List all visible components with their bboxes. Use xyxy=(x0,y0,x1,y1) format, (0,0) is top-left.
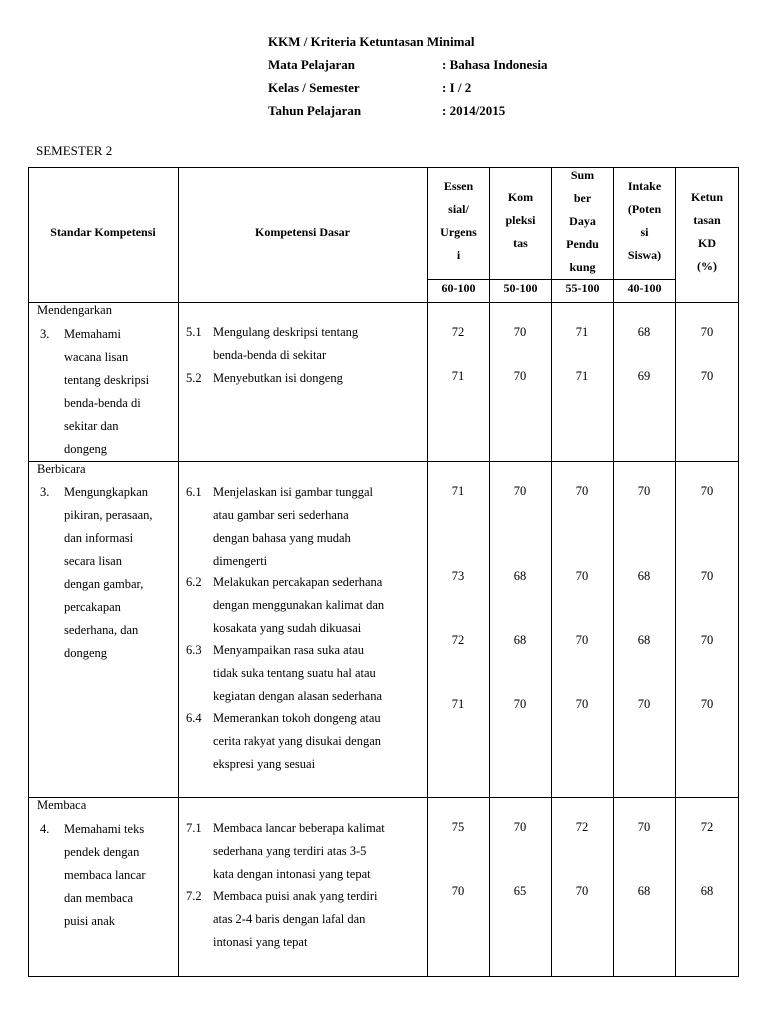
value-cell: 70 xyxy=(700,697,714,711)
value-cell: 68 xyxy=(513,569,527,583)
value-cell: 70 xyxy=(513,369,527,383)
document-title: KKM / Kriteria Ketuntasan Minimal xyxy=(268,34,475,49)
value-cell: 71 xyxy=(575,325,589,339)
col-standar-kompetensi: Standar Kompetensi xyxy=(50,225,156,239)
value-cell: 65 xyxy=(513,884,527,898)
value-cell: 72 xyxy=(451,633,465,647)
field-mata-pelajaran: Mata Pelajaran : Bahasa Indonesia xyxy=(268,57,548,72)
category-mendengarkan: Mendengarkan xyxy=(37,303,112,317)
value-cell: 70 xyxy=(451,884,465,898)
value-cell: 70 xyxy=(575,633,589,647)
value-cell: 70 xyxy=(513,484,527,498)
value-cell: 71 xyxy=(451,369,465,383)
value-cell: 71 xyxy=(451,484,465,498)
value-cell: 70 xyxy=(637,820,651,834)
value-cell: 75 xyxy=(451,820,465,834)
value-cell: 70 xyxy=(637,484,651,498)
value-cell: 72 xyxy=(451,325,465,339)
semester-label: SEMESTER 2 xyxy=(36,143,113,158)
value-cell: 70 xyxy=(575,697,589,711)
value-cell: 72 xyxy=(700,820,714,834)
value-cell: 68 xyxy=(637,884,651,898)
value-cell: 72 xyxy=(575,820,589,834)
col-ketuntasan: Ketun tasan KD (%) xyxy=(690,190,723,273)
value-cell: 70 xyxy=(575,569,589,583)
value-cell: 68 xyxy=(637,569,651,583)
category-membaca: Membaca xyxy=(37,798,87,812)
value-cell: 70 xyxy=(700,569,714,583)
value-cell: 68 xyxy=(513,633,527,647)
value-cell: 70 xyxy=(700,325,714,339)
value-cell: 68 xyxy=(637,325,651,339)
value-cell: 70 xyxy=(700,484,714,498)
category-berbicara: Berbicara xyxy=(37,462,86,476)
col-intake: Intake (Poten si Siswa) xyxy=(627,179,662,262)
value-cell: 69 xyxy=(637,369,651,383)
value-cell: 73 xyxy=(451,569,465,583)
value-cell: 68 xyxy=(637,633,651,647)
col-kompleksitas: Kom pleksi tas xyxy=(505,190,536,250)
value-cell: 71 xyxy=(575,369,589,383)
value-cell: 70 xyxy=(575,484,589,498)
col-kompetensi-dasar: Kompetensi Dasar xyxy=(255,225,350,239)
col-essensial: Essen sial/ Urgens i xyxy=(440,179,477,262)
value-cell: 70 xyxy=(700,369,714,383)
value-cell: 71 xyxy=(451,697,465,711)
col-sumber-daya: Sum ber Daya Pendu kung xyxy=(566,168,599,274)
value-cell: 70 xyxy=(513,697,527,711)
range-essensial: 60-100 xyxy=(441,281,476,295)
field-tahun-pelajaran: Tahun Pelajaran : 2014/2015 xyxy=(268,103,506,118)
field-kelas-semester: Kelas / Semester : I / 2 xyxy=(268,80,472,95)
range-kompleksitas: 50-100 xyxy=(503,281,538,295)
value-cell: 70 xyxy=(513,325,527,339)
value-cell: 70 xyxy=(513,820,527,834)
value-cell: 70 xyxy=(700,633,714,647)
value-cell: 68 xyxy=(700,884,714,898)
range-intake: 40-100 xyxy=(627,281,662,295)
range-sumber-daya: 55-100 xyxy=(565,281,600,295)
value-cell: 70 xyxy=(637,697,651,711)
value-cell: 70 xyxy=(575,884,589,898)
